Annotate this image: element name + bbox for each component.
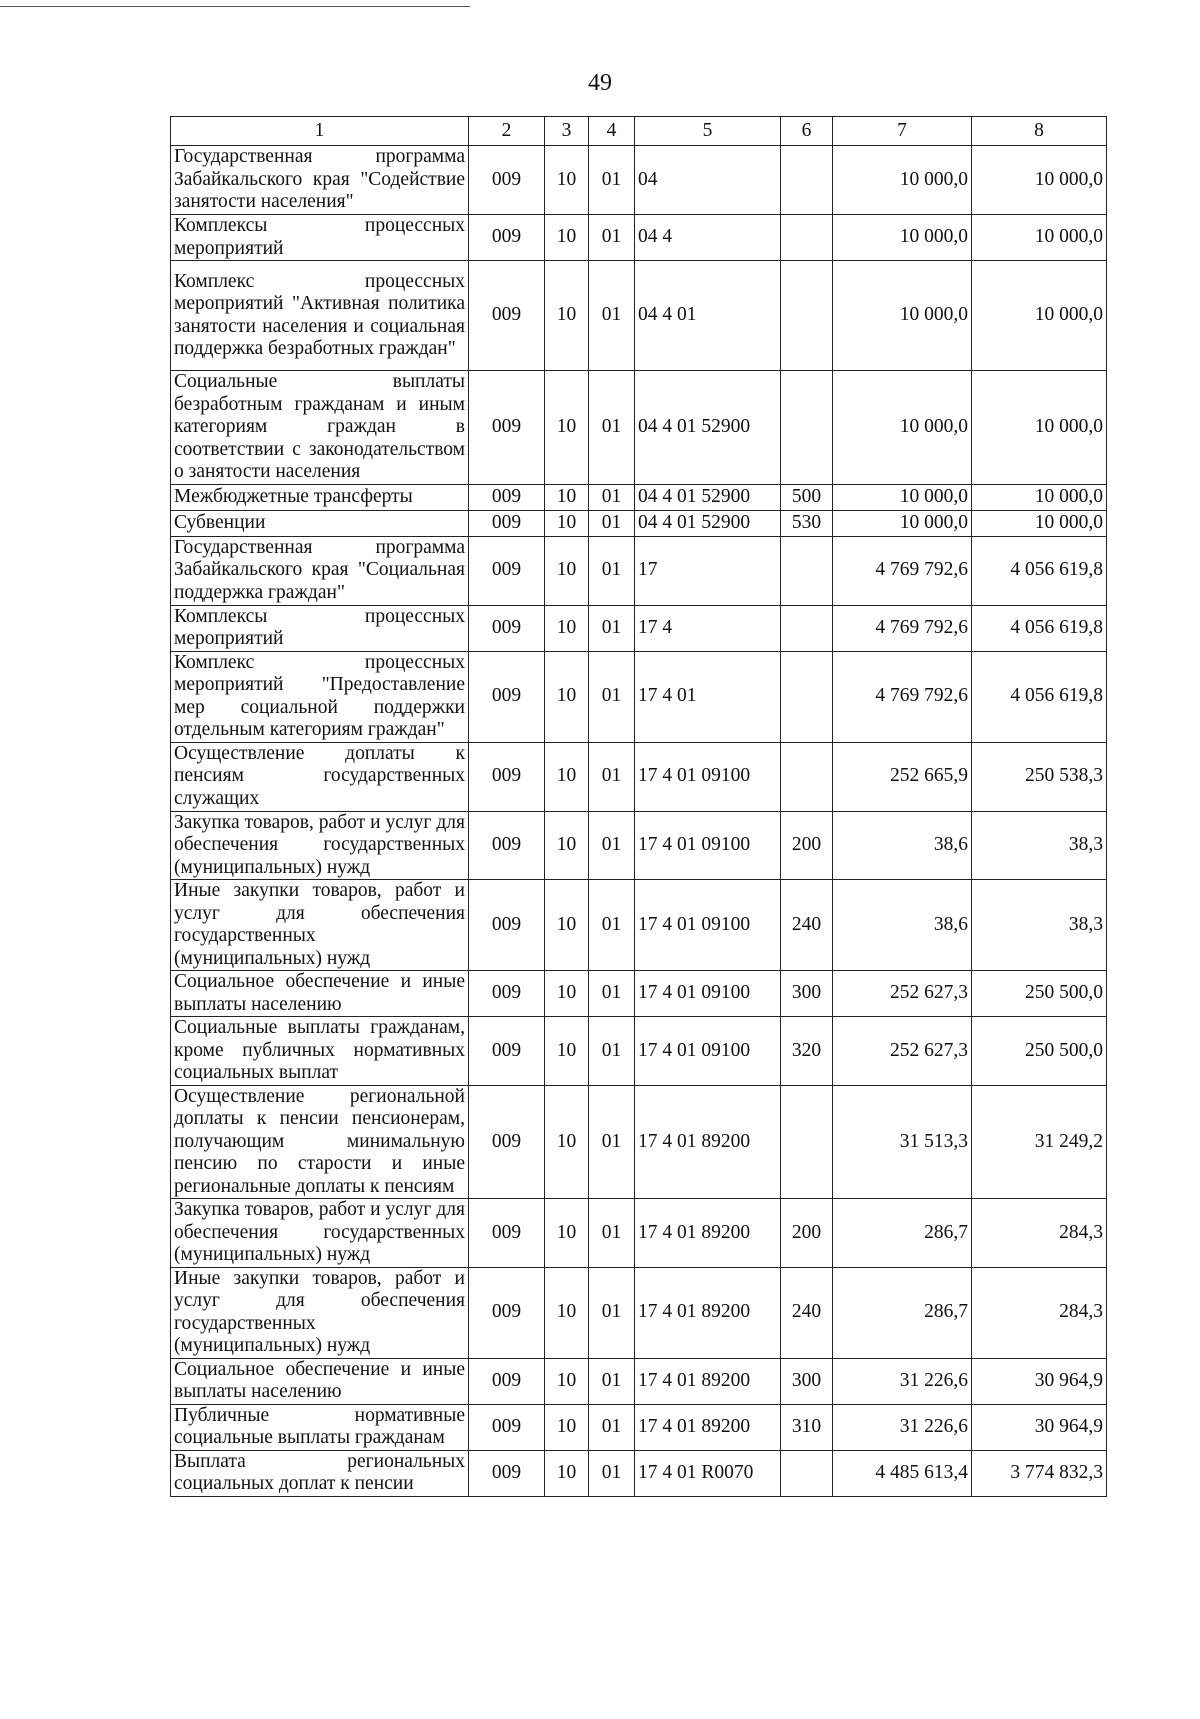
section-code: 10 [545,971,589,1017]
admin-code: 009 [469,1085,545,1199]
admin-code: 009 [469,1404,545,1450]
amount-year-2: 4 056 619,8 [972,536,1107,605]
target-article-code: 04 4 01 52900 [635,484,781,510]
target-article-code: 17 4 01 09100 [635,1017,781,1086]
amount-year-1: 31 513,3 [833,1085,972,1199]
admin-code: 009 [469,1267,545,1358]
section-code: 10 [545,880,589,971]
row-name: Иные закупки товаров, работ и услуг для обеспечения государственных (муниципальных) нужд [171,880,469,971]
table-row [171,536,1107,605]
admin-code: 009 [469,971,545,1017]
amount-year-1: 252 627,3 [833,1017,972,1086]
section-code: 10 [545,371,589,485]
expense-type-code [781,1085,833,1199]
subsection-code: 01 [589,261,635,371]
expense-type-code [781,146,833,215]
target-article-code: 17 4 01 [635,651,781,742]
row-name: Комплекс процессных мероприятий "Активная политика занятости населения и социальная поддержка безработных граждан" [171,261,469,371]
amount-year-2: 10 000,0 [972,371,1107,485]
expense-type-code: 300 [781,971,833,1017]
amount-year-2: 38,3 [972,811,1107,880]
admin-code: 009 [469,880,545,971]
amount-year-2: 10 000,0 [972,146,1107,215]
row-name: Комплексы процессных мероприятий [171,215,469,261]
expense-type-code: 300 [781,1358,833,1404]
admin-code: 009 [469,536,545,605]
amount-year-1: 10 000,0 [833,261,972,371]
expense-type-code [781,215,833,261]
amount-year-2: 250 538,3 [972,742,1107,811]
admin-code: 009 [469,510,545,536]
amount-year-2: 4 056 619,8 [972,605,1107,651]
amount-year-2: 38,3 [972,880,1107,971]
admin-code: 009 [469,484,545,510]
amount-year-2: 284,3 [972,1199,1107,1268]
table-row [171,1199,1107,1268]
section-code: 10 [545,261,589,371]
target-article-code: 17 4 01 89200 [635,1404,781,1450]
amount-year-2: 30 964,9 [972,1358,1107,1404]
amount-year-2: 10 000,0 [972,510,1107,536]
table-row [171,146,1107,215]
row-name: Осуществление региональной доплаты к пенсии пенсионерам, получающим минимальную пенсию по старости и иные региональные доплаты к пенсиям [171,1085,469,1199]
header-cell: 5 [635,117,781,146]
section-code: 10 [545,651,589,742]
subsection-code: 01 [589,1404,635,1450]
table-row [171,811,1107,880]
row-name: Социальное обеспечение и иные выплаты населению [171,971,469,1017]
subsection-code: 01 [589,1085,635,1199]
row-name: Комплексы процессных мероприятий [171,605,469,651]
expense-type-code: 320 [781,1017,833,1086]
target-article-code: 04 [635,146,781,215]
amount-year-1: 252 665,9 [833,742,972,811]
page-number: 49 [588,70,612,96]
amount-year-1: 10 000,0 [833,146,972,215]
expense-type-code [781,371,833,485]
expense-type-code [781,651,833,742]
row-name: Иные закупки товаров, работ и услуг для обеспечения государственных (муниципальных) нужд [171,1267,469,1358]
admin-code: 009 [469,742,545,811]
target-article-code: 17 4 01 89200 [635,1358,781,1404]
subsection-code: 01 [589,510,635,536]
section-code: 10 [545,510,589,536]
amount-year-2: 4 056 619,8 [972,651,1107,742]
section-code: 10 [545,1267,589,1358]
target-article-code: 17 4 01 09100 [635,971,781,1017]
amount-year-2: 284,3 [972,1267,1107,1358]
table-row [171,971,1107,1017]
subsection-code: 01 [589,1358,635,1404]
section-code: 10 [545,1085,589,1199]
table-row [171,880,1107,971]
subsection-code: 01 [589,971,635,1017]
amount-year-1: 10 000,0 [833,510,972,536]
amount-year-2: 250 500,0 [972,1017,1107,1086]
admin-code: 009 [469,1199,545,1268]
amount-year-1: 38,6 [833,880,972,971]
admin-code: 009 [469,146,545,215]
header-cell: 7 [833,117,972,146]
section-code: 10 [545,1450,589,1496]
table-row [171,215,1107,261]
target-article-code: 17 4 01 89200 [635,1085,781,1199]
section-code: 10 [545,536,589,605]
section-code: 10 [545,1017,589,1086]
subsection-code: 01 [589,215,635,261]
admin-code: 009 [469,261,545,371]
header-cell: 6 [781,117,833,146]
target-article-code: 04 4 [635,215,781,261]
subsection-code: 01 [589,651,635,742]
header-row [171,117,1107,146]
table-row [171,605,1107,651]
target-article-code: 17 4 01 09100 [635,811,781,880]
table-row [171,484,1107,510]
section-code: 10 [545,1199,589,1268]
table-row [171,1404,1107,1450]
amount-year-1: 286,7 [833,1267,972,1358]
target-article-code: 04 4 01 52900 [635,371,781,485]
section-code: 10 [545,605,589,651]
amount-year-1: 38,6 [833,811,972,880]
expense-type-code [781,605,833,651]
amount-year-2: 3 774 832,3 [972,1450,1107,1496]
expense-type-code [781,742,833,811]
subsection-code: 01 [589,1199,635,1268]
amount-year-1: 31 226,6 [833,1404,972,1450]
table-row [171,1358,1107,1404]
expense-type-code [781,536,833,605]
amount-year-1: 10 000,0 [833,371,972,485]
section-code: 10 [545,215,589,261]
section-code: 10 [545,1358,589,1404]
header-cell: 8 [972,117,1107,146]
row-name: Субвенции [171,510,469,536]
amount-year-1: 4 769 792,6 [833,605,972,651]
row-name: Межбюджетные трансферты [171,484,469,510]
subsection-code: 01 [589,371,635,485]
target-article-code: 17 4 01 89200 [635,1267,781,1358]
row-name: Комплекс процессных мероприятий "Предоставление мер социальной поддержки отдельным категориям граждан" [171,651,469,742]
row-name: Социальные выплаты гражданам, кроме публичных нормативных социальных выплат [171,1017,469,1086]
subsection-code: 01 [589,146,635,215]
target-article-code: 17 [635,536,781,605]
row-name: Социальное обеспечение и иные выплаты населению [171,1358,469,1404]
subsection-code: 01 [589,484,635,510]
expense-type-code: 240 [781,1267,833,1358]
amount-year-1: 10 000,0 [833,215,972,261]
admin-code: 009 [469,605,545,651]
table-row [171,651,1107,742]
row-name: Государственная программа Забайкальского края "Социальная поддержка граждан" [171,536,469,605]
target-article-code: 17 4 [635,605,781,651]
admin-code: 009 [469,1358,545,1404]
subsection-code: 01 [589,811,635,880]
table-row [171,1017,1107,1086]
top-rule [0,6,470,7]
amount-year-1: 31 226,6 [833,1358,972,1404]
expense-type-code [781,261,833,371]
target-article-code: 17 4 01 09100 [635,742,781,811]
admin-code: 009 [469,1450,545,1496]
subsection-code: 01 [589,1450,635,1496]
amount-year-2: 31 249,2 [972,1085,1107,1199]
budget-table [170,116,1107,1497]
subsection-code: 01 [589,880,635,971]
amount-year-1: 4 769 792,6 [833,536,972,605]
table-row [171,371,1107,485]
amount-year-1: 4 485 613,4 [833,1450,972,1496]
expense-type-code: 200 [781,811,833,880]
admin-code: 009 [469,371,545,485]
amount-year-1: 252 627,3 [833,971,972,1017]
table-row [171,742,1107,811]
header-cell: 3 [545,117,589,146]
target-article-code: 17 4 01 09100 [635,880,781,971]
amount-year-2: 10 000,0 [972,261,1107,371]
subsection-code: 01 [589,536,635,605]
expense-type-code [781,1450,833,1496]
table-row [171,1267,1107,1358]
row-name: Государственная программа Забайкальского края "Содействие занятости населения" [171,146,469,215]
admin-code: 009 [469,215,545,261]
target-article-code: 04 4 01 [635,261,781,371]
section-code: 10 [545,1404,589,1450]
amount-year-1: 10 000,0 [833,484,972,510]
header-cell: 2 [469,117,545,146]
subsection-code: 01 [589,605,635,651]
section-code: 10 [545,742,589,811]
subsection-code: 01 [589,742,635,811]
row-name: Осуществление доплаты к пенсиям государственных служащих [171,742,469,811]
target-article-code: 04 4 01 52900 [635,510,781,536]
row-name: Публичные нормативные социальные выплаты гражданам [171,1404,469,1450]
section-code: 10 [545,146,589,215]
amount-year-2: 30 964,9 [972,1404,1107,1450]
admin-code: 009 [469,811,545,880]
amount-year-2: 10 000,0 [972,484,1107,510]
expense-type-code: 530 [781,510,833,536]
amount-year-2: 250 500,0 [972,971,1107,1017]
expense-type-code: 200 [781,1199,833,1268]
table-row [171,1085,1107,1199]
header-cell: 1 [171,117,469,146]
header-cell: 4 [589,117,635,146]
target-article-code: 17 4 01 89200 [635,1199,781,1268]
row-name: Закупка товаров, работ и услуг для обеспечения государственных (муниципальных) нужд [171,811,469,880]
row-name: Выплата региональных социальных доплат к пенсии [171,1450,469,1496]
expense-type-code: 240 [781,880,833,971]
admin-code: 009 [469,1017,545,1086]
row-name: Социальные выплаты безработным гражданам и иным категориям граждан в соответствии с законодательством о занятости населения [171,371,469,485]
amount-year-1: 286,7 [833,1199,972,1268]
subsection-code: 01 [589,1017,635,1086]
target-article-code: 17 4 01 R0070 [635,1450,781,1496]
section-code: 10 [545,811,589,880]
table-row [171,510,1107,536]
admin-code: 009 [469,651,545,742]
amount-year-1: 4 769 792,6 [833,651,972,742]
expense-type-code: 310 [781,1404,833,1450]
table-row [171,261,1107,371]
amount-year-2: 10 000,0 [972,215,1107,261]
row-name: Закупка товаров, работ и услуг для обеспечения государственных (муниципальных) нужд [171,1199,469,1268]
table-row [171,1450,1107,1496]
subsection-code: 01 [589,1267,635,1358]
section-code: 10 [545,484,589,510]
expense-type-code: 500 [781,484,833,510]
